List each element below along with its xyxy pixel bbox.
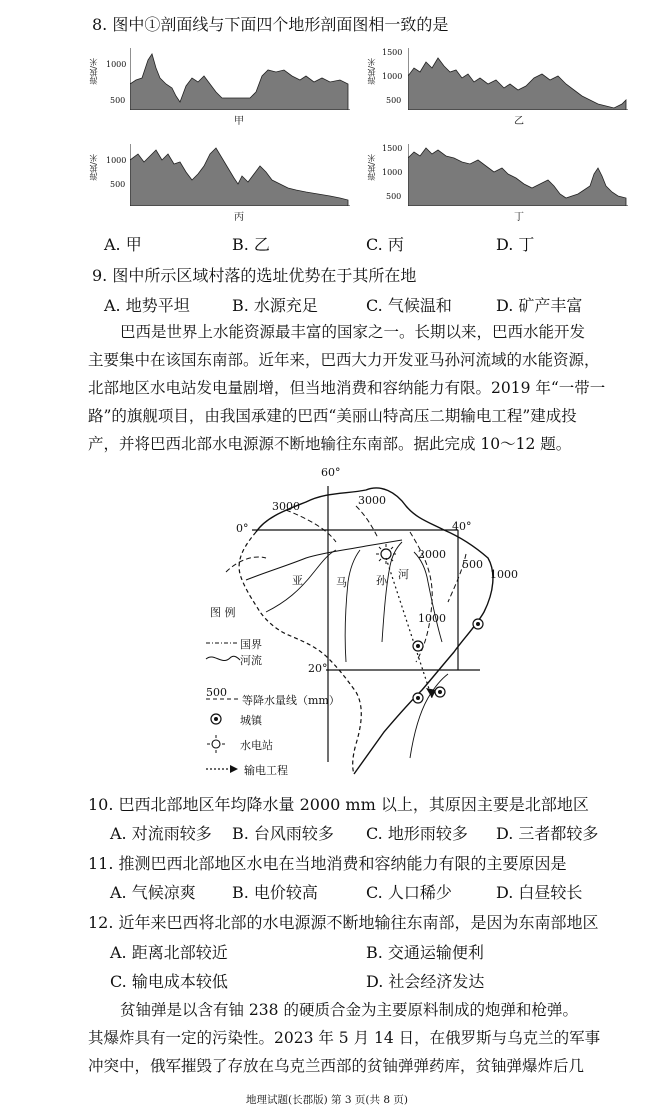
passage-line: 冲突中，俄军摧毁了存放在乌克兰西部的贫铀弹弹药库，贫铀弹爆炸后几 — [88, 1057, 585, 1075]
map-isohyet-label: 3000 — [272, 500, 300, 513]
q9-option-c[interactable]: C. 气候温和 — [366, 296, 452, 315]
q10-option-a[interactable]: A. 对流雨较多 — [110, 824, 212, 843]
map-isohyet-label: 3000 — [358, 494, 386, 507]
q10-option-c[interactable]: C. 地形雨较多 — [366, 824, 468, 843]
legend-town-label: 城镇 — [240, 714, 262, 727]
profile-jia-label: 甲 — [234, 116, 244, 127]
passage-brazil — [88, 318, 636, 458]
profile-yi-tick: 1500 — [382, 48, 403, 57]
town-icon — [413, 693, 423, 703]
profile-yi-graph — [408, 48, 628, 110]
passage-line: 路”的旗舰项目，由我国承建的巴西“美丽山特高压二期输电工程”建成投 — [88, 407, 577, 425]
profile-bing-tick: 500 — [110, 180, 126, 189]
profile-ding — [366, 142, 631, 222]
q8-option-d[interactable]: D. 丁 — [496, 235, 535, 254]
q12-option-d[interactable]: D. 社会经济发达 — [366, 972, 485, 991]
q11-option-c[interactable]: C. 人口稀少 — [366, 883, 452, 902]
map-isohyet-label: 2000 — [418, 548, 446, 561]
map-river-label: 马 — [336, 576, 347, 589]
q11-option-a[interactable]: A. 气候凉爽 — [110, 883, 196, 902]
legend-hydropower-icon — [207, 735, 225, 753]
profile-yi-tick: 1000 — [382, 72, 403, 81]
q10-option-b[interactable]: B. 台风雨较多 — [232, 824, 334, 843]
q12-option-a[interactable]: A. 距离北部较近 — [110, 943, 228, 962]
legend-border-label: 国界 — [240, 638, 262, 651]
profile-ding-label: 丁 — [514, 212, 524, 223]
legend-title: 图 例 — [210, 606, 236, 619]
profile-ding-tick: 1500 — [382, 144, 403, 153]
q12-stem: 12. 近年来巴西将北部的水电源源不断地输往东南部，是因为东南部地区 — [88, 913, 599, 932]
town-icon — [413, 641, 423, 651]
passage-line: 巴西是世界上水能资源最丰富的国家之一。长期以来，巴西水能开发 — [120, 323, 586, 341]
legend-isohyet-label: 等降水量线（mm） — [242, 694, 340, 707]
q10-option-d[interactable]: D. 三者都较多 — [496, 824, 599, 843]
map-lon-60: 60° — [321, 466, 341, 479]
q10-stem: 10. 巴西北部地区年均降水量 2000 mm 以上，其原因主要是北部地区 — [88, 795, 589, 814]
profile-jia — [88, 46, 350, 126]
q12-option-c[interactable]: C. 输电成本较低 — [110, 972, 228, 991]
q8-stem: 8. 图中①剖面线与下面四个地形剖面图相一致的是 — [92, 15, 449, 34]
q11-stem: 11. 推测巴西北部地区水电在当地消费和容纳能力有限的主要原因是 — [88, 854, 567, 873]
town-icon — [473, 619, 483, 629]
profile-jia-ylabel: 海拔/米 — [89, 58, 98, 85]
page-footer: 地理试题(长郡版) 第 3 页(共 8 页) — [246, 1094, 408, 1106]
passage-line: 其爆炸具有一定的污染性。2023 年 5 月 14 日，在俄罗斯与乌克兰的军事 — [88, 1029, 601, 1047]
profile-ding-graph — [408, 144, 628, 206]
legend-river-label: 河流 — [240, 654, 262, 667]
profile-yi — [366, 46, 631, 126]
profile-bing-tick: 1000 — [106, 156, 127, 165]
town-icon — [435, 687, 445, 697]
profile-bing-graph — [130, 144, 350, 206]
legend-transmission-icon — [206, 765, 238, 773]
map-isohyet-label: 1000 — [490, 568, 518, 581]
map-river-label: 河 — [398, 568, 409, 581]
q11-option-d[interactable]: D. 白昼较长 — [496, 883, 583, 902]
map-river-label: 孙 — [376, 574, 387, 587]
q9-option-d[interactable]: D. 矿产丰富 — [496, 296, 583, 315]
profile-ding-ylabel: 海拔/米 — [367, 154, 376, 181]
q9-stem: 9. 图中所示区域村落的选址优势在于其所在地 — [92, 266, 417, 285]
passage-line: 贫铀弹是以含有铀 238 的硬质合金为主要原料制成的炮弹和枪弹。 — [120, 1001, 578, 1019]
profile-jia-graph — [130, 48, 350, 110]
legend-hydropower-label: 水电站 — [240, 739, 273, 752]
profile-bing — [88, 142, 350, 222]
q9-option-b[interactable]: B. 水源充足 — [232, 296, 318, 315]
q11-option-b[interactable]: B. 电价较高 — [232, 883, 318, 902]
q9-option-a[interactable]: A. 地势平坦 — [104, 296, 190, 315]
legend-isohyet-sample: 500 — [206, 686, 227, 699]
map-lon-40: 40° — [452, 520, 472, 533]
map-graphic — [196, 462, 526, 782]
profile-jia-tick: 500 — [110, 96, 126, 105]
q8-option-c[interactable]: C. 丙 — [366, 235, 404, 254]
map-isohyet-label: 1000 — [418, 612, 446, 625]
q8-option-b[interactable]: B. 乙 — [232, 235, 270, 254]
profile-yi-tick: 500 — [386, 96, 402, 105]
passage-line: 北部地区水电站发电量剧增，但当地消费和容纳能力有限。2019 年“一带一 — [88, 379, 606, 397]
profile-bing-label: 丙 — [234, 212, 244, 223]
hydropower-station-icon — [376, 544, 396, 564]
profile-ding-tick: 1000 — [382, 168, 403, 177]
legend-town-icon — [211, 714, 221, 724]
profile-jia-tick: 1000 — [106, 60, 127, 69]
map-lat-0: 0° — [236, 522, 249, 535]
profile-bing-ylabel: 海拔/米 — [89, 154, 98, 181]
profile-ding-tick: 500 — [386, 192, 402, 201]
q12-option-b[interactable]: B. 交通运输便利 — [366, 943, 484, 962]
map-lat-20: 20° — [308, 662, 328, 675]
passage-line: 产，并将巴西北部水电源源不断地输往东南部。据此完成 10～12 题。 — [88, 435, 572, 453]
passage-line: 主要集中在该国东南部。近年来，巴西大力开发亚马孙河流域的水能资源， — [88, 351, 600, 369]
passage-depleted-uranium — [88, 996, 636, 1080]
brazil-map — [196, 462, 526, 782]
map-isohyet-label: 500 — [462, 558, 483, 571]
profile-yi-ylabel: 海拔/米 — [367, 58, 376, 85]
profile-yi-label: 乙 — [514, 116, 524, 127]
q8-option-a[interactable]: A. 甲 — [104, 235, 142, 254]
legend-transmission-label: 输电工程 — [244, 764, 288, 777]
map-river-label: 亚 — [292, 574, 303, 587]
